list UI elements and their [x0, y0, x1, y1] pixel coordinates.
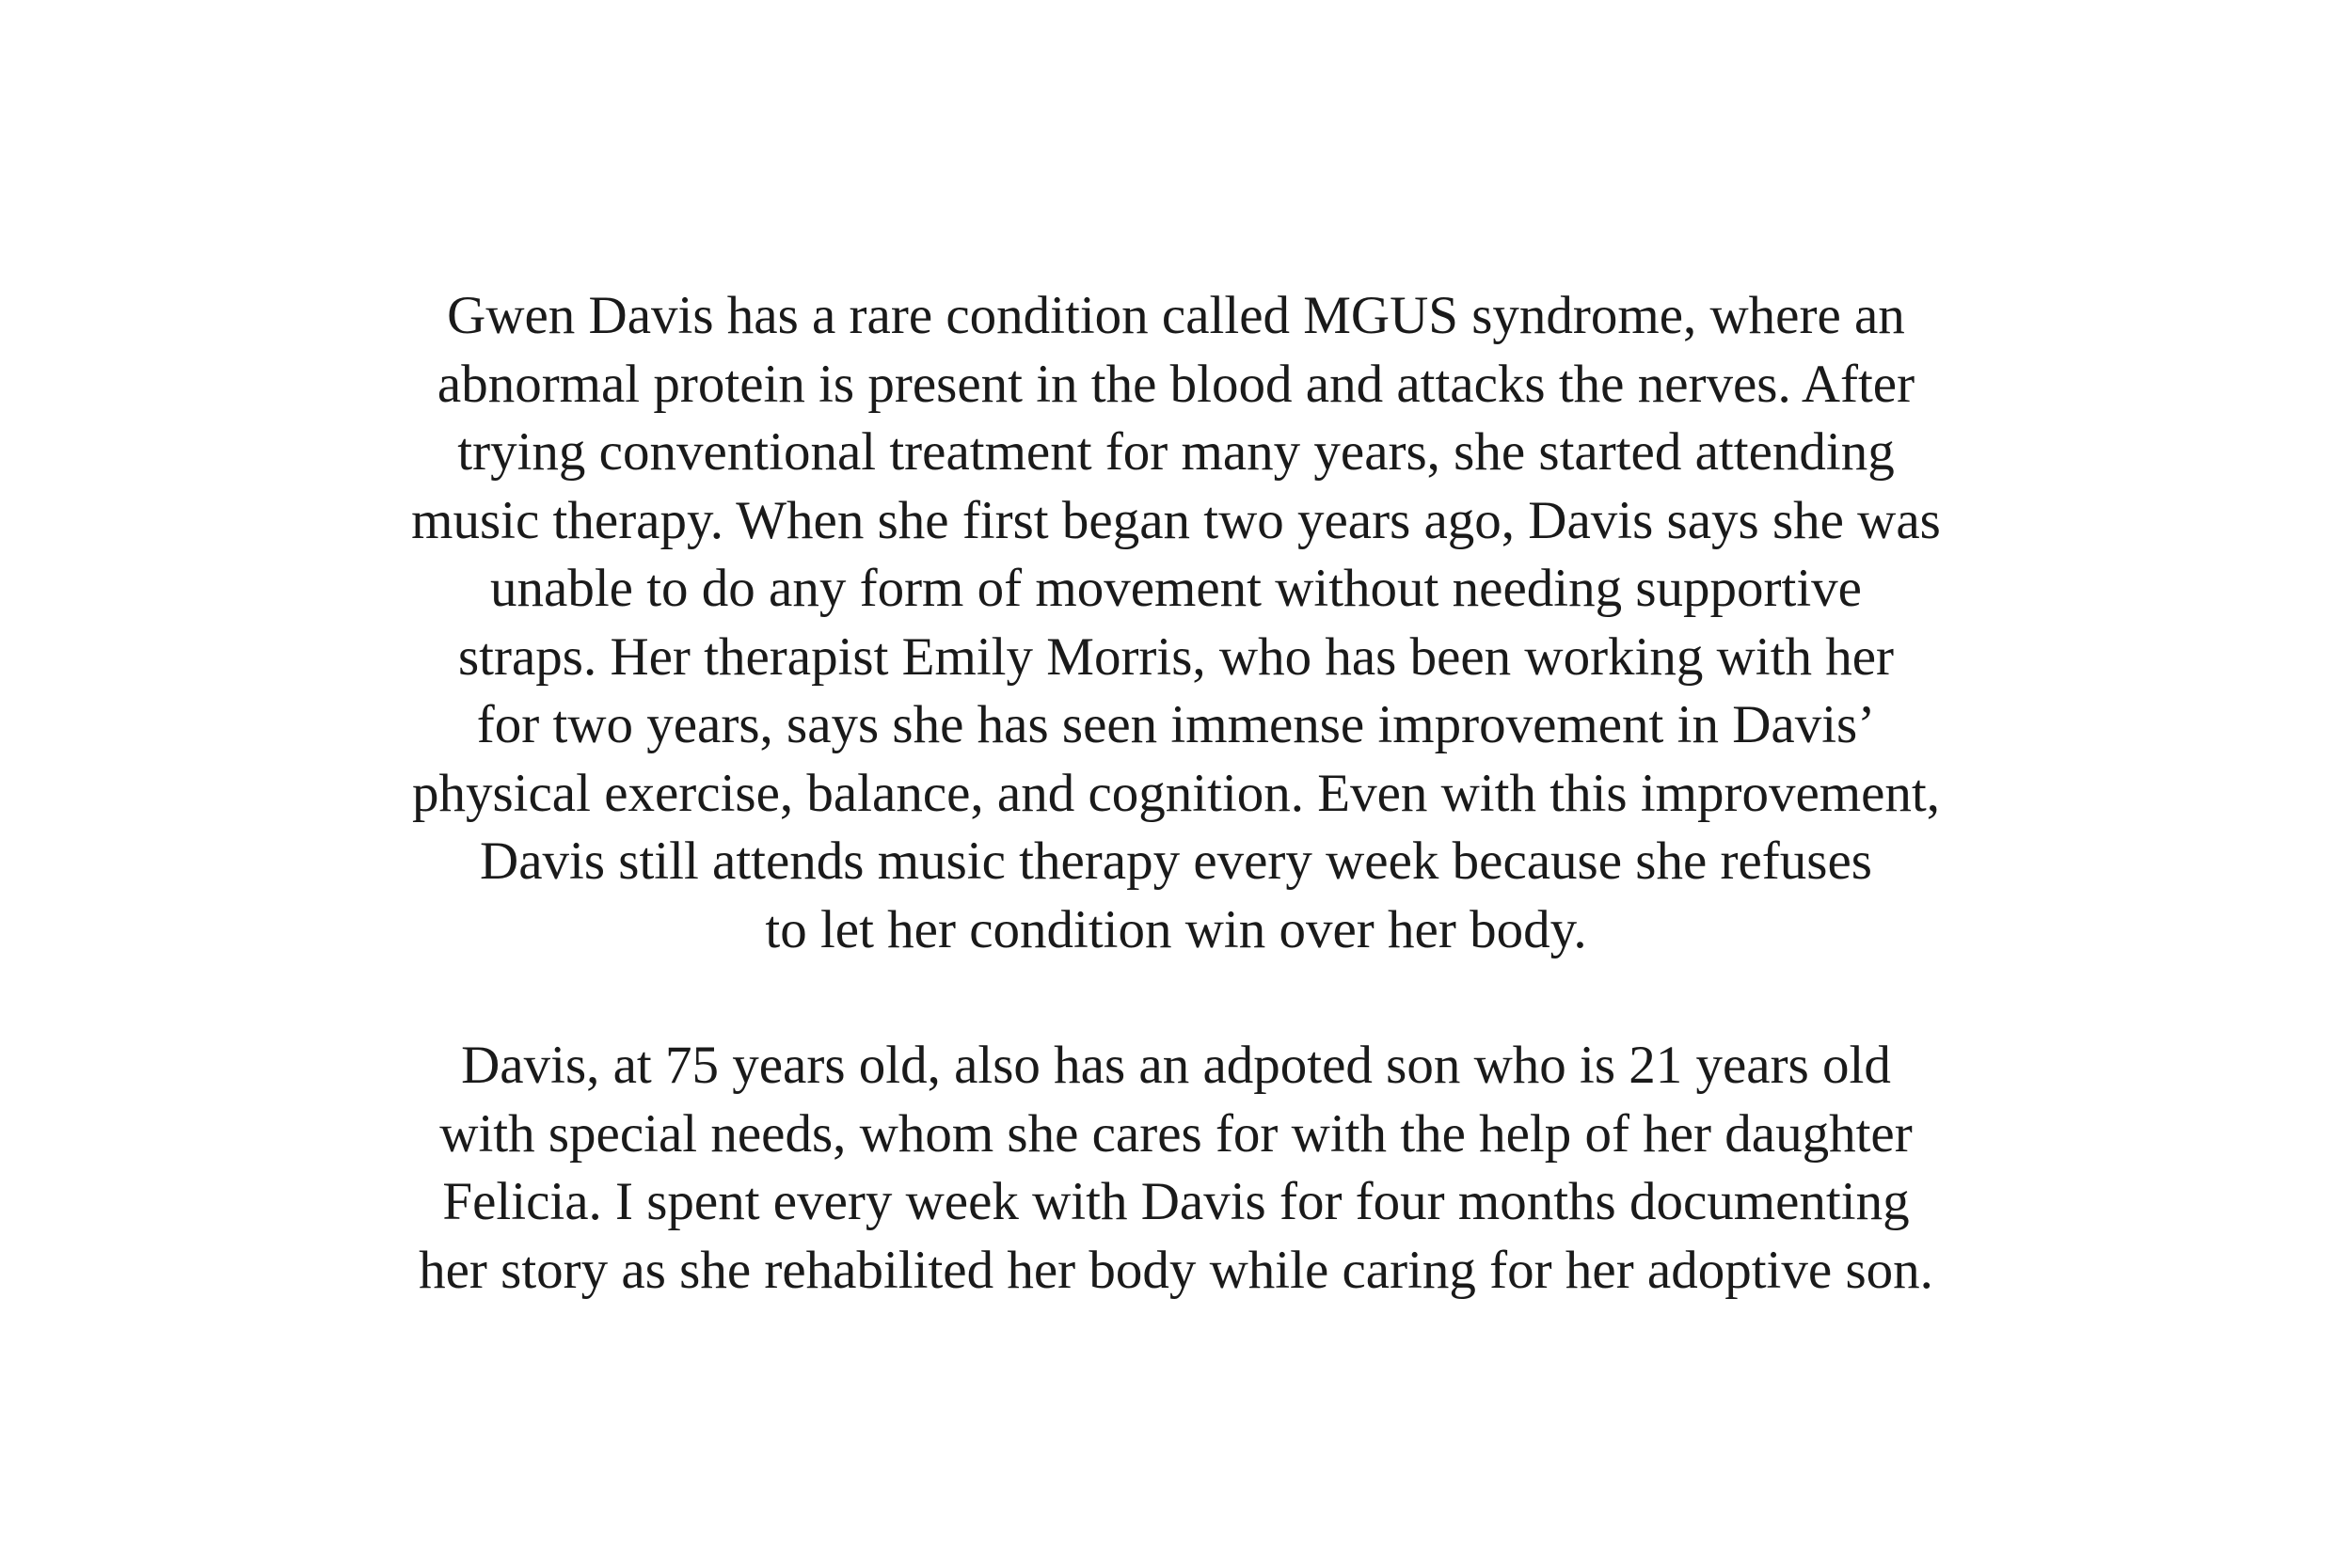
text-line: trying conventional treatment for many years, she started attending — [457, 422, 1895, 482]
text-line: Davis still attends music therapy every week because she refuses — [480, 832, 1872, 891]
text-line: Felicia. I spent every week with Davis for four months documenting — [442, 1172, 1910, 1231]
text-line: Gwen Davis has a rare condition called MGUS syndrome, where an — [447, 286, 1905, 345]
text-line: her story as she rehabilited her body while caring for her adoptive son. — [419, 1240, 1933, 1300]
text-line: music therapy. When she first began two years ago, Davis says she was — [411, 490, 1941, 550]
text-line: physical exercise, balance, and cognition. Even with this improvement, — [411, 763, 1941, 823]
text-line: straps. Her therapist Emily Morris, who has been working with her — [457, 626, 1895, 687]
text-line: abnormal protein is present in the blood and attacks the nerves. After — [437, 354, 1915, 414]
text-line: to let her condition win over her body. — [765, 899, 1587, 959]
paragraph-1 — [0, 282, 2352, 964]
text-line: Davis, at 75 years old, also has an adpoted son who is 21 years old — [461, 1036, 1891, 1095]
text-line: unable to do any form of movement without needing supportive — [490, 559, 1862, 618]
text-line: for two years, says she has seen immense improvement in Davis’ — [476, 695, 1876, 754]
text-line: with special needs, whom she cares for with the help of her daughter — [439, 1103, 1913, 1164]
paragraph-2 — [0, 1032, 2352, 1305]
